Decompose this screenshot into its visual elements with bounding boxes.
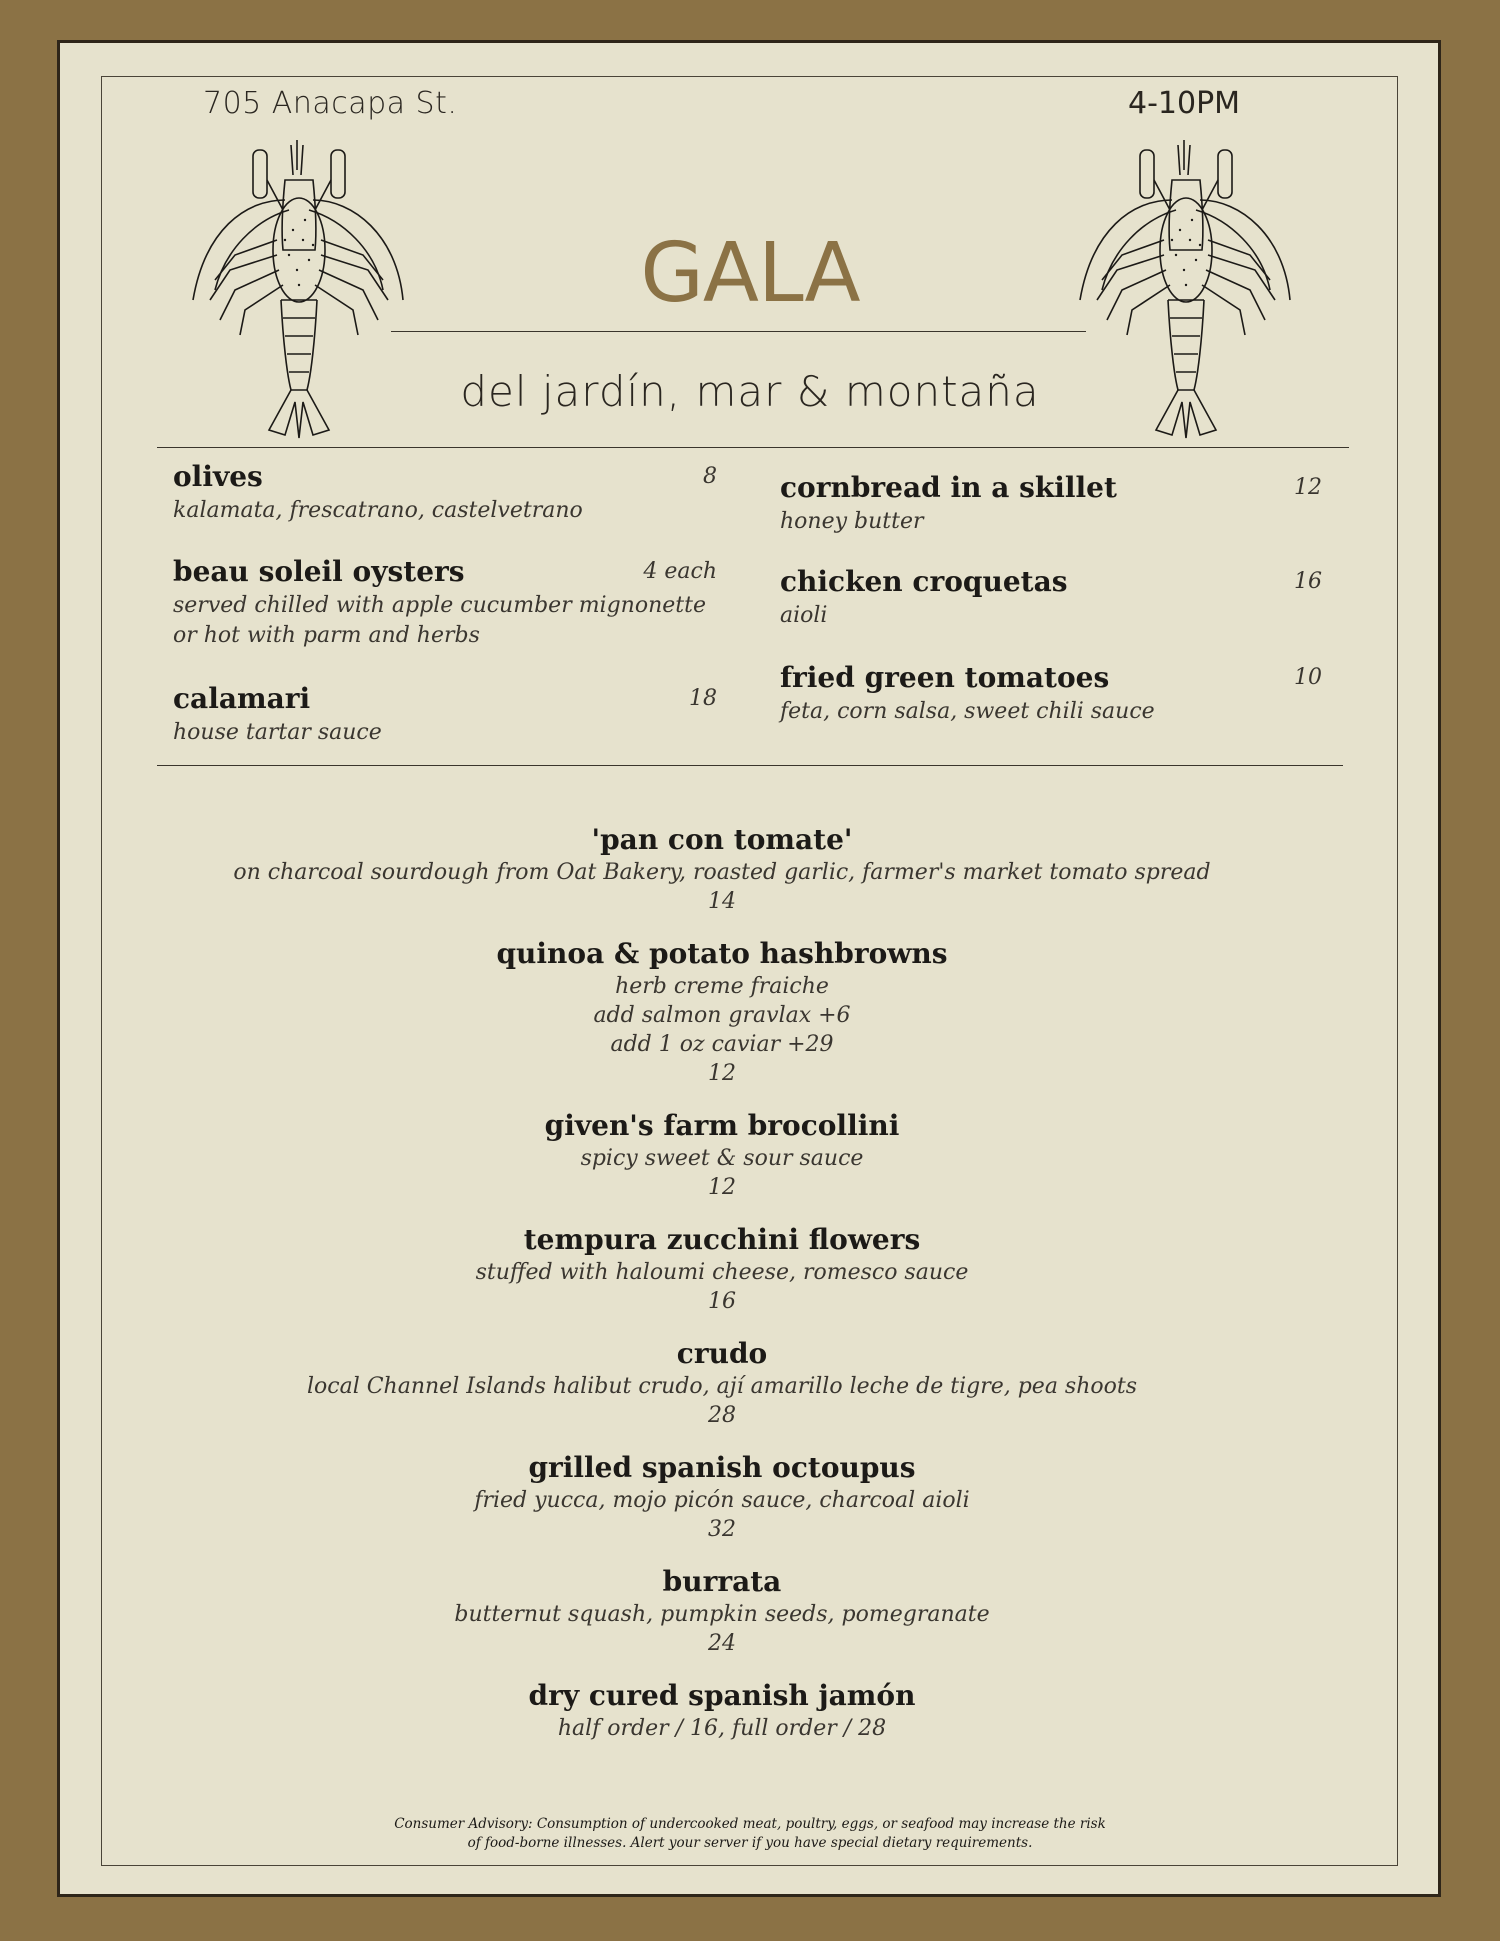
item-name: 'pan con tomate' xyxy=(591,823,853,856)
item-price: 12 xyxy=(1294,475,1322,500)
main-item xyxy=(160,1336,1284,1430)
title-divider xyxy=(391,331,1086,332)
main-item xyxy=(160,1108,1284,1202)
item-price: 14 xyxy=(708,889,736,914)
section-divider-middle xyxy=(157,765,1343,766)
opening-hours: 4-10PM xyxy=(1128,86,1241,121)
item-name: grilled spanish octoupus xyxy=(528,1451,916,1484)
item-price: 18 xyxy=(689,686,717,711)
main-item xyxy=(160,1678,1284,1743)
item-description: local Channel Islands halibut crudo, ají amarillo leche de tigre, pea shoots xyxy=(306,1374,1138,1399)
item-name: crudo xyxy=(676,1337,768,1370)
starter-item xyxy=(173,555,717,651)
item-price: 10 xyxy=(1294,665,1322,690)
item-description: fried yucca, mojo picón sauce, charcoal aioli xyxy=(474,1488,970,1513)
item-addon: add 1 oz caviar +29 xyxy=(610,1032,834,1057)
consumer-advisory xyxy=(300,1815,1200,1853)
item-name: beau soleil oysters xyxy=(173,555,465,588)
item-price: 8 xyxy=(703,464,717,489)
item-description: stuffed with haloumi cheese, romesco sauce xyxy=(475,1260,969,1285)
main-item xyxy=(160,1222,1284,1316)
item-description: kalamata, frescatrano, castelvetrano xyxy=(173,498,583,523)
item-price: 16 xyxy=(708,1289,736,1314)
item-description: house tartar sauce xyxy=(173,720,382,745)
item-description: aioli xyxy=(780,603,828,628)
item-name: olives xyxy=(173,460,263,493)
mains-list xyxy=(160,822,1284,1763)
section-divider-top xyxy=(157,447,1349,448)
item-description: on charcoal sourdough from Oat Bakery, roasted garlic, farmer's market tomato spread xyxy=(233,860,1211,885)
item-price: 16 xyxy=(1294,569,1322,594)
item-description: or hot with parm and herbs xyxy=(173,623,480,648)
item-name: cornbread in a skillet xyxy=(780,471,1117,504)
item-name: fried green tomatoes xyxy=(780,661,1110,694)
restaurant-name: GALA xyxy=(640,226,860,321)
item-description: served chilled with apple cucumber mignonette xyxy=(173,593,706,618)
starter-item xyxy=(780,565,1322,631)
advisory-line: of food-borne illnesses. Alert your server if you have special dietary requirements. xyxy=(467,1835,1033,1851)
item-price: 28 xyxy=(708,1403,736,1428)
item-name: tempura zucchini flowers xyxy=(523,1223,921,1256)
item-price: 4 each xyxy=(643,559,717,584)
item-price: 24 xyxy=(708,1631,736,1656)
item-price: 12 xyxy=(708,1061,736,1086)
item-description: half order / 16, full order / 28 xyxy=(557,1716,887,1741)
item-description: feta, corn salsa, sweet chili sauce xyxy=(780,699,1155,724)
starter-item xyxy=(173,682,717,748)
main-item xyxy=(160,822,1284,916)
starter-item xyxy=(173,460,717,526)
advisory-line: Consumer Advisory: Consumption of undercooked meat, poultry, eggs, or seafood may increase the risk xyxy=(394,1816,1106,1832)
restaurant-address: 705 Anacapa St. xyxy=(203,86,458,121)
item-name: chicken croquetas xyxy=(780,565,1068,598)
item-name: burrata xyxy=(662,1565,782,1598)
item-name: calamari xyxy=(173,682,311,715)
main-item xyxy=(160,1450,1284,1544)
item-description: butternut squash, pumpkin seeds, pomegranate xyxy=(454,1602,990,1627)
menu-subtitle: del jardín, mar & montaña xyxy=(460,367,1040,416)
item-name: dry cured spanish jamón xyxy=(528,1679,916,1712)
starter-item xyxy=(780,471,1322,537)
item-description: herb creme fraiche xyxy=(615,974,829,999)
main-item xyxy=(160,1564,1284,1658)
item-description: spicy sweet & sour sauce xyxy=(580,1146,864,1171)
item-description: honey butter xyxy=(780,509,924,534)
starter-item xyxy=(780,661,1322,727)
item-name: given's farm brocollini xyxy=(544,1109,900,1142)
main-item xyxy=(160,936,1284,1088)
item-name: quinoa & potato hashbrowns xyxy=(496,937,948,970)
item-price: 32 xyxy=(708,1517,736,1542)
item-addon: add salmon gravlax +6 xyxy=(593,1003,851,1028)
item-price: 12 xyxy=(708,1175,736,1200)
